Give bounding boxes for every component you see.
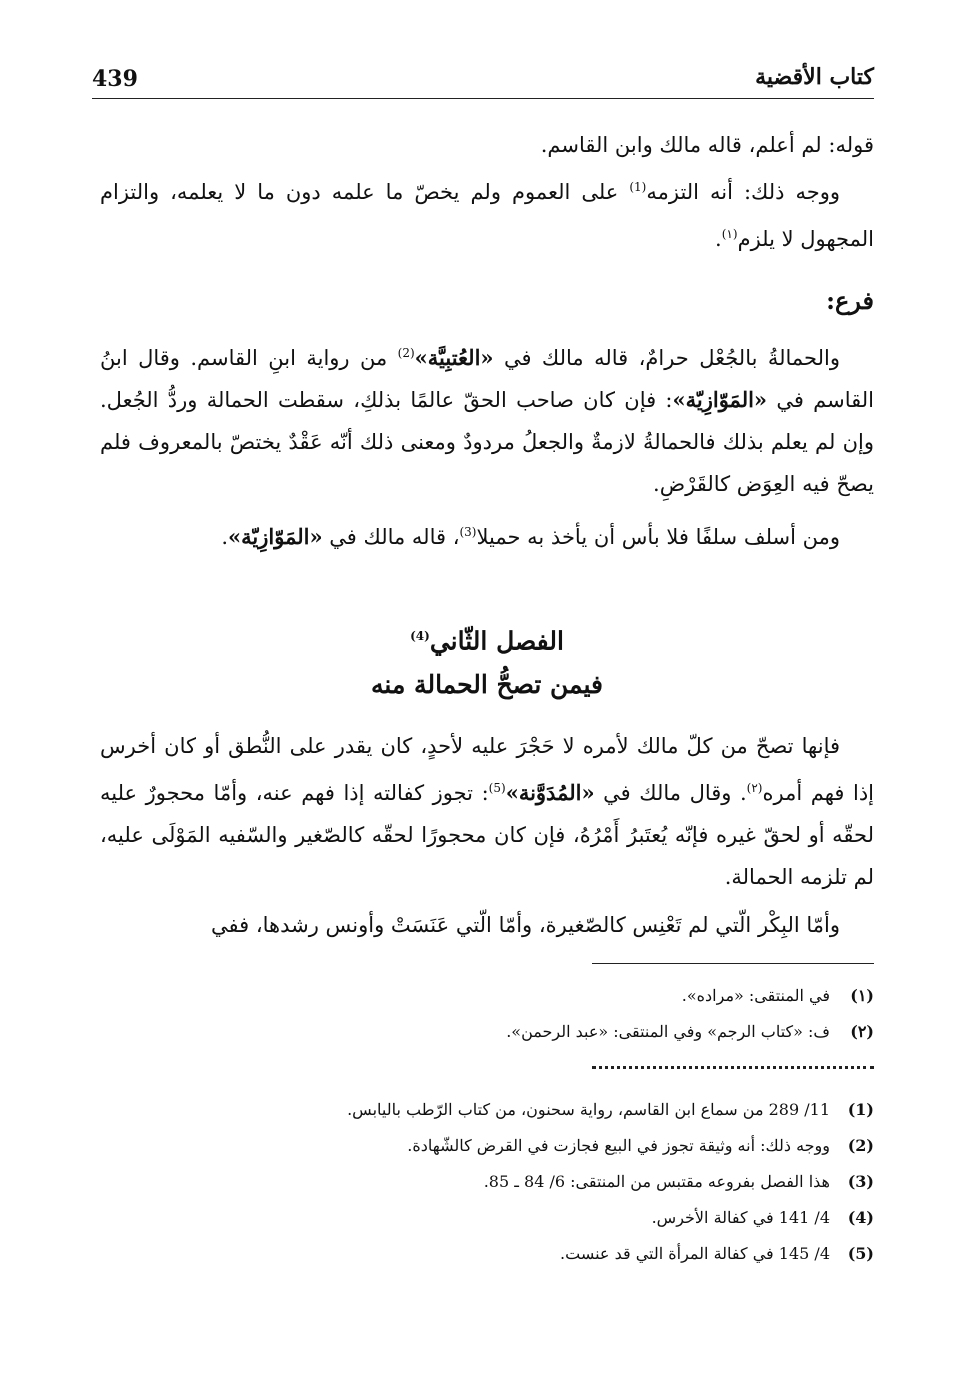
book-title: «المُدَوَّنة»	[505, 780, 595, 806]
footnote-item	[150, 1128, 874, 1164]
main-text	[100, 124, 874, 946]
footnote-number: (4)	[847, 1208, 874, 1227]
paragraph-5-text-b: . وقال مالك في	[594, 781, 747, 806]
paragraph-3-text-c: : فإن كان صاحب الحقّ عالمًا بذلكِ، سقطت الحمالة وردُّ الجُعل. وإن لم يعلم بذلك فالحمالةُ لازمةٌ والجعلُ مردودٌ ومعنى ذلك أنّه عَقْدٌ يختصّ بالمعروف فلم يصحّ فيه العِوَض كالقَرْضِ.	[100, 388, 874, 496]
footnote-item	[150, 1092, 874, 1128]
footnote-text: 11/ 289 من سماع ابن القاسم، رواية سحنون، من كتاب الرّطب باليابس.	[347, 1100, 830, 1119]
footnote-item	[150, 1200, 874, 1236]
book-title: «المَوّازِيّة»	[228, 524, 323, 549]
paragraph-4	[100, 511, 874, 558]
paragraph-1-text: قوله: لم أعلم، قاله مالك وابن القاسم.	[540, 133, 874, 157]
paragraph-5-text-c: : تجوز كفالته إذا فهم عنه، وأمّا محجورٌ عليه لحقّه أو لحقّ غيره فإنّه يُعتَبرُ أَمْرُهُ، فإن كان محجورًا لحقّه كالصّغير والسّفيه المَوْلَى عليه، لم تلزمه الحمالة.	[100, 781, 874, 890]
footnote-ref: (2)	[397, 346, 415, 360]
footnote-item	[150, 1164, 874, 1200]
footnote-ref: (4)	[410, 629, 430, 643]
footnote-ref: (٢)	[746, 781, 763, 796]
paragraph-2-text-c: .	[715, 227, 722, 251]
footnote-ref: (١)	[721, 227, 738, 241]
footnote-item	[150, 1236, 874, 1272]
paragraph-6-text: وأمّا البِكْر الّتي لم تَعْنِس كالصّغيرة، وأمّا الّتي عَنَسَتْ وأونس رشدها، ففي	[210, 913, 840, 938]
footnote-number: (٢)	[850, 1022, 874, 1041]
footnote-text: 4/ 145 في كفالة المرأة التي قد عنست.	[560, 1244, 830, 1263]
paragraph-5-text-a: فإنها تصحّ من كلّ مالك لأمره لا حَجْرَ عليه لأحدٍ، كان يقدر على النُّطق أو كان أخرس إذا فهم أمره	[100, 734, 874, 806]
section-heading-branch: فرع:	[826, 286, 874, 315]
paragraph-2-text-a: ووجه ذلك: أنه التزمه	[646, 180, 840, 204]
footnote-ref: (5)	[488, 781, 506, 796]
paragraph-4-text-c: .	[221, 525, 229, 549]
footnote-number: (1)	[847, 1100, 874, 1119]
footnote-text: هذا الفصل بفروعه مقتبس من المنتقى: 6/ 84 ـ 85.	[483, 1172, 830, 1191]
paragraph-3-text-a: والحمالةُ بالجُعْل حرامٌ، قاله مالك في	[493, 346, 840, 370]
footnote-dotted-divider	[592, 1066, 874, 1073]
chapter-subtitle: فيمن تصحُّ الحمالة منه	[371, 670, 603, 700]
spacer	[100, 260, 874, 274]
chapter-title	[100, 614, 874, 663]
paragraph-2	[100, 166, 874, 260]
footnote-item	[150, 978, 874, 1014]
footnote-number: (3)	[847, 1172, 874, 1191]
footnote-number: (2)	[847, 1136, 874, 1155]
paragraph-5	[100, 725, 874, 898]
paragraph-3	[100, 332, 874, 505]
footnotes-author	[150, 1092, 874, 1272]
footnotes-editor	[150, 978, 874, 1050]
footnote-text: في المنتقى: «مراده».	[681, 986, 830, 1005]
footnote-number: (5)	[847, 1244, 874, 1263]
footnote-item	[150, 1014, 874, 1050]
book-title: «العُتبِيَّة»	[414, 345, 494, 370]
page-header	[92, 62, 874, 99]
paragraph-4-text-a: ومن أسلف سلفًا فلا بأس أن يأخذ به حميلا	[476, 525, 840, 549]
page-number: 439	[92, 66, 138, 92]
footnote-ref: (1)	[629, 180, 647, 194]
paragraph-6	[100, 904, 874, 946]
footnote-ref: (3)	[459, 525, 477, 539]
footnote-text: ووجه ذلك: أنه وثيقة تجوز في البيع فجازت في القرض كالشّهادة.	[407, 1136, 830, 1155]
paragraph-4-text-b: ، قاله مالك في	[322, 525, 460, 549]
footnote-text: 4/ 141 في كفالة الأخرس.	[651, 1208, 830, 1227]
footnote-divider	[592, 963, 874, 964]
book-title: «المَوّازِيّة»	[672, 387, 768, 412]
running-title: كتاب الأقضية	[755, 64, 874, 90]
paragraph-1	[100, 124, 874, 166]
paragraph-3-text-b: من رواية ابنِ القاسم. وقال ابنُ القاسم في	[100, 346, 874, 412]
footnote-number: (١)	[850, 986, 874, 1005]
paragraph-2-text-b: على العموم ولم يخصّ ما علمه دون ما لا يعلمه، والتزام المجهول لا يلزم	[100, 180, 874, 251]
chapter-title-text: الفصل الثّاني	[429, 626, 564, 656]
footnote-text: ف: «كتاب الرجم» وفي المنتقى: «عبد الرحمن».	[506, 1022, 830, 1041]
